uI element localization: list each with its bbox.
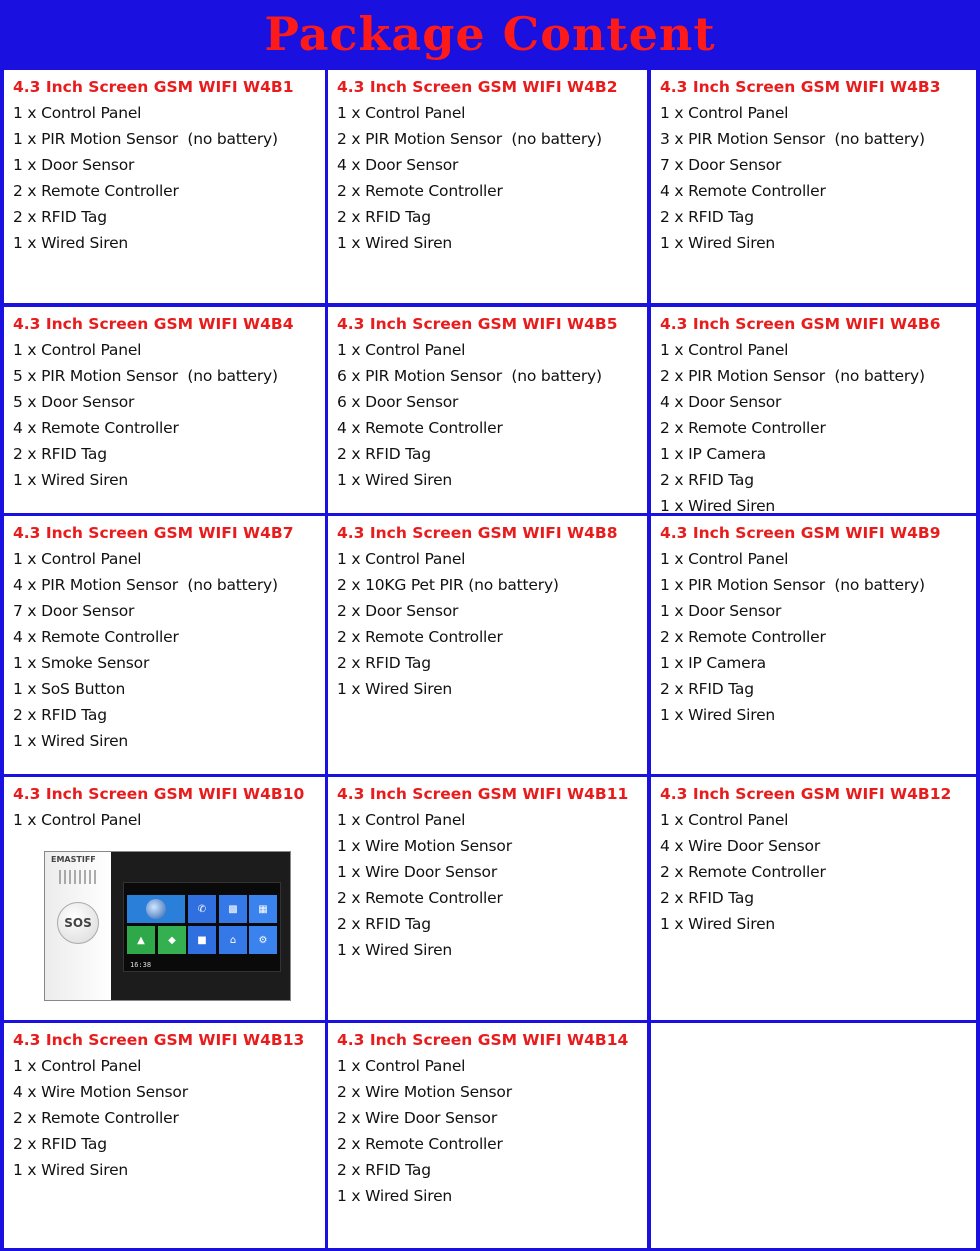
package-item: 4 x Remote Controller — [660, 182, 826, 200]
package-item: 2 x PIR Motion Sensor (no battery) — [660, 367, 925, 385]
package-item: 2 x Remote Controller — [337, 1135, 503, 1153]
package-item: 1 x Wired Siren — [13, 1161, 129, 1179]
package-item: 1 x Wired Siren — [337, 941, 453, 959]
package-item: 2 x RFID Tag — [337, 445, 431, 463]
package-item: 4 x Remote Controller — [13, 419, 179, 437]
panel-screen — [123, 882, 281, 972]
package-item: 2 x RFID Tag — [337, 654, 431, 672]
package-item: 2 x Remote Controller — [337, 628, 503, 646]
package-item: 1 x Control Panel — [337, 550, 466, 568]
package-item: 1 x Wired Siren — [337, 234, 453, 252]
package-cell — [328, 777, 647, 1020]
package-item: 2 x RFID Tag — [13, 445, 107, 463]
package-cell — [328, 1023, 647, 1248]
package-item: 2 x RFID Tag — [13, 1135, 107, 1153]
package-item: 2 x RFID Tag — [660, 208, 754, 226]
package-item: 6 x Door Sensor — [337, 393, 459, 411]
package-title: 4.3 Inch Screen GSM WIFI W4B13 — [13, 1031, 305, 1049]
weather-tile-icon — [127, 895, 185, 923]
package-item: 1 x Control Panel — [337, 811, 466, 829]
package-item: 1 x PIR Motion Sensor (no battery) — [660, 576, 925, 594]
package-title: 4.3 Inch Screen GSM WIFI W4B6 — [660, 315, 941, 333]
package-title: 4.3 Inch Screen GSM WIFI W4B14 — [337, 1031, 629, 1049]
package-item: 1 x Control Panel — [660, 341, 789, 359]
package-item: 1 x Wired Siren — [660, 915, 776, 933]
panel-left-section — [45, 852, 111, 1000]
package-item: 2 x Remote Controller — [660, 863, 826, 881]
package-cell — [651, 516, 976, 774]
package-item: 1 x Wired Siren — [13, 471, 129, 489]
package-item: 1 x PIR Motion Sensor (no battery) — [13, 130, 278, 148]
package-item: 2 x RFID Tag — [13, 706, 107, 724]
package-item: 2 x Wire Door Sensor — [337, 1109, 498, 1127]
package-item: 2 x RFID Tag — [337, 208, 431, 226]
package-item: 1 x Wire Motion Sensor — [337, 837, 512, 855]
package-item: 2 x Remote Controller — [337, 889, 503, 907]
package-title: 4.3 Inch Screen GSM WIFI W4B8 — [337, 524, 618, 542]
package-item: 4 x Wire Motion Sensor — [13, 1083, 188, 1101]
package-item: 2 x RFID Tag — [660, 889, 754, 907]
package-cell — [328, 307, 647, 513]
package-title: 4.3 Inch Screen GSM WIFI W4B7 — [13, 524, 294, 542]
package-title: 4.3 Inch Screen GSM WIFI W4B9 — [660, 524, 941, 542]
package-item: 1 x Wired Siren — [337, 471, 453, 489]
grid-icon: ▦ — [249, 895, 277, 923]
package-cell — [328, 516, 647, 774]
package-item: 1 x Control Panel — [337, 104, 466, 122]
package-item: 1 x Control Panel — [13, 1057, 142, 1075]
package-item: 2 x RFID Tag — [660, 680, 754, 698]
package-title: 4.3 Inch Screen GSM WIFI W4B2 — [337, 78, 618, 96]
package-cell — [651, 70, 976, 303]
package-item: 1 x Wired Siren — [660, 706, 776, 724]
package-item: 1 x Wired Siren — [13, 234, 129, 252]
package-cell — [651, 307, 976, 513]
package-title: 4.3 Inch Screen GSM WIFI W4B12 — [660, 785, 952, 803]
package-item: 1 x Wire Door Sensor — [337, 863, 498, 881]
package-item: 1 x Wired Siren — [660, 497, 776, 513]
package-item: 7 x Door Sensor — [660, 156, 782, 174]
package-item: 1 x Wired Siren — [13, 732, 129, 750]
sos-button-icon: SOS — [57, 902, 99, 944]
shield-icon: ◆ — [158, 926, 186, 954]
settings-icon: ⚙ — [249, 926, 277, 954]
home-icon: ⌂ — [219, 926, 247, 954]
package-cell — [4, 516, 325, 774]
package-item: 2 x Remote Controller — [13, 182, 179, 200]
package-title: 4.3 Inch Screen GSM WIFI W4B5 — [337, 315, 618, 333]
package-cell — [651, 1023, 976, 1248]
package-item: 6 x PIR Motion Sensor (no battery) — [337, 367, 602, 385]
package-item: 1 x Control Panel — [337, 341, 466, 359]
package-item: 4 x Remote Controller — [337, 419, 503, 437]
package-item: 3 x PIR Motion Sensor (no battery) — [660, 130, 925, 148]
package-title: 4.3 Inch Screen GSM WIFI W4B10 — [13, 785, 305, 803]
package-item: 4 x PIR Motion Sensor (no battery) — [13, 576, 278, 594]
package-item: 4 x Door Sensor — [337, 156, 459, 174]
page-header — [0, 0, 980, 68]
package-item: 4 x Door Sensor — [660, 393, 782, 411]
package-item: 2 x Door Sensor — [337, 602, 459, 620]
package-item: 1 x Control Panel — [13, 811, 142, 829]
package-item: 1 x Control Panel — [660, 550, 789, 568]
package-item: 1 x Wired Siren — [660, 234, 776, 252]
package-item: 2 x RFID Tag — [660, 471, 754, 489]
package-item: 1 x Door Sensor — [13, 156, 135, 174]
package-cell — [4, 1023, 325, 1248]
package-title: 4.3 Inch Screen GSM WIFI W4B4 — [13, 315, 294, 333]
package-item: 1 x Wired Siren — [337, 680, 453, 698]
page-title: Package Content — [264, 7, 716, 61]
package-item: 1 x Control Panel — [13, 341, 142, 359]
brand-logo: EMASTIFF — [51, 855, 96, 864]
package-item: 2 x 10KG Pet PIR (no battery) — [337, 576, 559, 594]
package-item: 1 x IP Camera — [660, 445, 766, 463]
package-item: 2 x Remote Controller — [337, 182, 503, 200]
package-cell — [4, 307, 325, 513]
package-item: 1 x Control Panel — [660, 104, 789, 122]
package-title: 4.3 Inch Screen GSM WIFI W4B3 — [660, 78, 941, 96]
package-item: 2 x Remote Controller — [13, 1109, 179, 1127]
package-item: 2 x Wire Motion Sensor — [337, 1083, 512, 1101]
package-item: 1 x Door Sensor — [660, 602, 782, 620]
package-item: 1 x Control Panel — [660, 811, 789, 829]
package-title: 4.3 Inch Screen GSM WIFI W4B11 — [337, 785, 629, 803]
package-item: 2 x RFID Tag — [337, 915, 431, 933]
package-item: 1 x Control Panel — [337, 1057, 466, 1075]
record-icon: ■ — [188, 926, 216, 954]
package-item: 5 x Door Sensor — [13, 393, 135, 411]
package-item: 2 x RFID Tag — [13, 208, 107, 226]
package-cell — [328, 70, 647, 303]
package-cell — [4, 70, 325, 303]
arm-icon: ▲ — [127, 926, 155, 954]
package-item: 4 x Remote Controller — [13, 628, 179, 646]
package-item: 5 x PIR Motion Sensor (no battery) — [13, 367, 278, 385]
package-item: 2 x RFID Tag — [337, 1161, 431, 1179]
package-item: 1 x Control Panel — [13, 550, 142, 568]
package-item: 7 x Door Sensor — [13, 602, 135, 620]
package-item: 1 x Wired Siren — [337, 1187, 453, 1205]
speaker-grill — [59, 870, 97, 884]
screen-time: 16:38 — [130, 961, 152, 969]
screen-tiles — [127, 895, 277, 955]
package-item: 4 x Wire Door Sensor — [660, 837, 821, 855]
package-item: 1 x Smoke Sensor — [13, 654, 150, 672]
package-item: 2 x Remote Controller — [660, 419, 826, 437]
package-item: 2 x PIR Motion Sensor (no battery) — [337, 130, 602, 148]
package-item: 1 x SoS Button — [13, 680, 126, 698]
package-cell — [651, 777, 976, 1020]
package-title: 4.3 Inch Screen GSM WIFI W4B1 — [13, 78, 294, 96]
package-item: 1 x Control Panel — [13, 104, 142, 122]
panel-right-section — [111, 852, 290, 1000]
package-item: 1 x IP Camera — [660, 654, 766, 672]
call-icon: ✆ — [188, 895, 216, 923]
package-item: 2 x Remote Controller — [660, 628, 826, 646]
lock-icon: ▩ — [219, 895, 247, 923]
control-panel-image — [44, 851, 291, 1001]
